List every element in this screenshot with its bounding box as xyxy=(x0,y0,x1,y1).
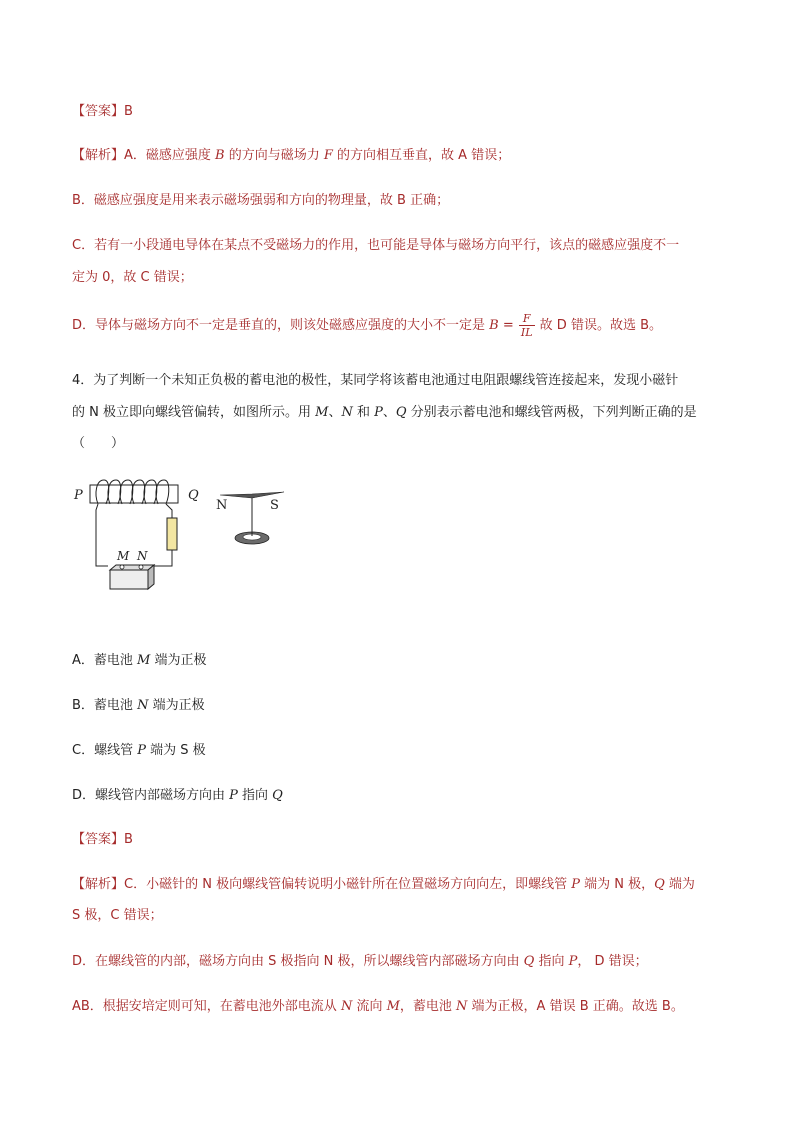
symbol-q: Q xyxy=(272,788,283,803)
option-text: 端为 S 极 xyxy=(145,743,206,758)
answer-tag: 【答案】 xyxy=(72,832,125,847)
analysis-text: 故 D 错误。故选 B。 xyxy=(535,318,663,333)
option-text: C．螺线管 xyxy=(72,743,138,758)
analysis-text: ，蓄电池 xyxy=(399,999,457,1014)
analysis-text: 端为正极，A 错误 B 正确。故选 B。 xyxy=(467,999,684,1014)
question-line-2 xyxy=(72,403,697,423)
symbol-b: B xyxy=(489,318,499,333)
symbol-p: P xyxy=(571,877,580,892)
question-line-1: 4．为了判断一个未知正负极的蓄电池的极性，某同学将该蓄电池通过电阻跟螺线管连接起来，发现小磁针 xyxy=(72,373,679,388)
question-text: 、 xyxy=(328,405,342,420)
answer-line-2 xyxy=(72,830,133,850)
option-b xyxy=(72,696,205,716)
needle-label-s: S xyxy=(270,498,279,513)
equals-sign: = xyxy=(498,318,518,333)
terminal-n xyxy=(139,565,143,569)
answer-tag: 【答案】 xyxy=(72,104,125,119)
battery xyxy=(110,565,154,589)
analysis-tag: 【解析】 xyxy=(72,148,125,163)
answer-line-1 xyxy=(72,102,133,122)
solenoid-core xyxy=(90,485,178,503)
analysis-line-a xyxy=(72,146,510,166)
label-p: P xyxy=(74,488,83,503)
question-text: 分别表示蓄电池和螺线管两极，下列判断正确的是 xyxy=(406,405,697,420)
question-line-3: （ ） xyxy=(72,436,125,451)
analysis-text: AB．根据安培定则可知，在蓄电池外部电流从 xyxy=(72,999,341,1014)
symbol-q: Q xyxy=(395,405,407,420)
needle-label-n: N xyxy=(216,498,228,513)
symbol-n: N xyxy=(341,405,353,420)
analysis-text: 的方向与磁场力 xyxy=(224,148,324,163)
analysis-text: 端为 xyxy=(664,877,695,892)
answer-value: B xyxy=(124,104,133,119)
question-text: 、 xyxy=(382,405,396,420)
analysis-line-c1: C．若有一小段通电导体在某点不受磁场力的作用，也可能是导体与磁场方向平行，该点的磁感应强度不一 xyxy=(72,238,680,253)
analysis-text: C．小磁针的 N 极向螺线管偏转说明小磁针所在位置磁场方向向左，即螺线管 xyxy=(124,877,572,892)
symbol-m: M xyxy=(386,999,400,1014)
option-c xyxy=(72,741,206,761)
option-text: B．蓄电池 xyxy=(72,698,138,713)
analysis-text: D．导体与磁场方向不一定是垂直的，则该处磁感应强度的大小不一定是 xyxy=(72,318,490,333)
option-text: D．螺线管内部磁场方向由 xyxy=(72,788,230,803)
analysis-text: 的方向相互垂直，故 A 错误； xyxy=(332,148,511,163)
label-n: N xyxy=(137,549,148,563)
analysis-text: 端为 N 极， xyxy=(579,877,655,892)
circuit-figure xyxy=(68,474,298,599)
analysis-text: ， D 错误； xyxy=(577,954,648,969)
analysis-line-c2: 定为 0，故 C 错误； xyxy=(72,270,193,285)
symbol-p: P xyxy=(568,954,578,969)
symbol-q: Q xyxy=(523,954,535,969)
symbol-b: B xyxy=(215,148,225,163)
option-text: A．蓄电池 xyxy=(72,653,138,668)
option-d xyxy=(72,786,283,806)
circuit-wires xyxy=(96,504,172,566)
question-text: 的 N 极立即向螺线管偏转，如图所示。用 xyxy=(72,405,316,420)
option-a xyxy=(72,651,206,671)
question-text: 和 xyxy=(352,405,375,420)
analysis-text: 指向 xyxy=(534,954,569,969)
label-m: M xyxy=(117,549,130,563)
fraction-denominator: IL xyxy=(520,326,533,339)
resistor xyxy=(167,518,177,550)
symbol-p: P xyxy=(229,788,238,803)
symbol-p: P xyxy=(137,743,146,758)
analysis-text: A．磁感应强度 xyxy=(124,148,216,163)
symbol-n: N xyxy=(137,698,149,713)
symbol-f: F xyxy=(323,148,333,163)
symbol-p: P xyxy=(374,405,383,420)
analysis-text: D．在螺线管的内部，磁场方向由 S 极指向 N 极，所以螺线管内部磁场方向由 xyxy=(72,954,524,969)
symbol-n: N xyxy=(340,999,353,1014)
answer-value: B xyxy=(124,832,133,847)
option-text: 端为正极 xyxy=(148,698,205,713)
analysis-line-d xyxy=(72,312,662,339)
label-q: Q xyxy=(188,488,199,503)
fraction-numerator: F xyxy=(519,312,535,326)
symbol-n: N xyxy=(456,999,468,1014)
option-text: 指向 xyxy=(237,788,273,803)
analysis2-line-d xyxy=(72,952,648,972)
analysis2-line-ab xyxy=(72,997,684,1017)
analysis-line-b: B．磁感应强度是用来表示磁场强弱和方向的物理量，故 B 正确； xyxy=(72,193,450,208)
analysis2-line-c1 xyxy=(72,875,695,895)
symbol-m: M xyxy=(315,405,329,420)
symbol-m: M xyxy=(137,653,151,668)
option-text: 端为正极 xyxy=(150,653,207,668)
analysis-text: 流向 xyxy=(352,999,387,1014)
analysis2-line-c2: S 极，C 错误； xyxy=(72,908,163,923)
fraction-f-over-il xyxy=(519,312,535,339)
terminal-m xyxy=(120,565,124,569)
symbol-q: Q xyxy=(654,877,665,892)
analysis-tag: 【解析】 xyxy=(72,877,125,892)
